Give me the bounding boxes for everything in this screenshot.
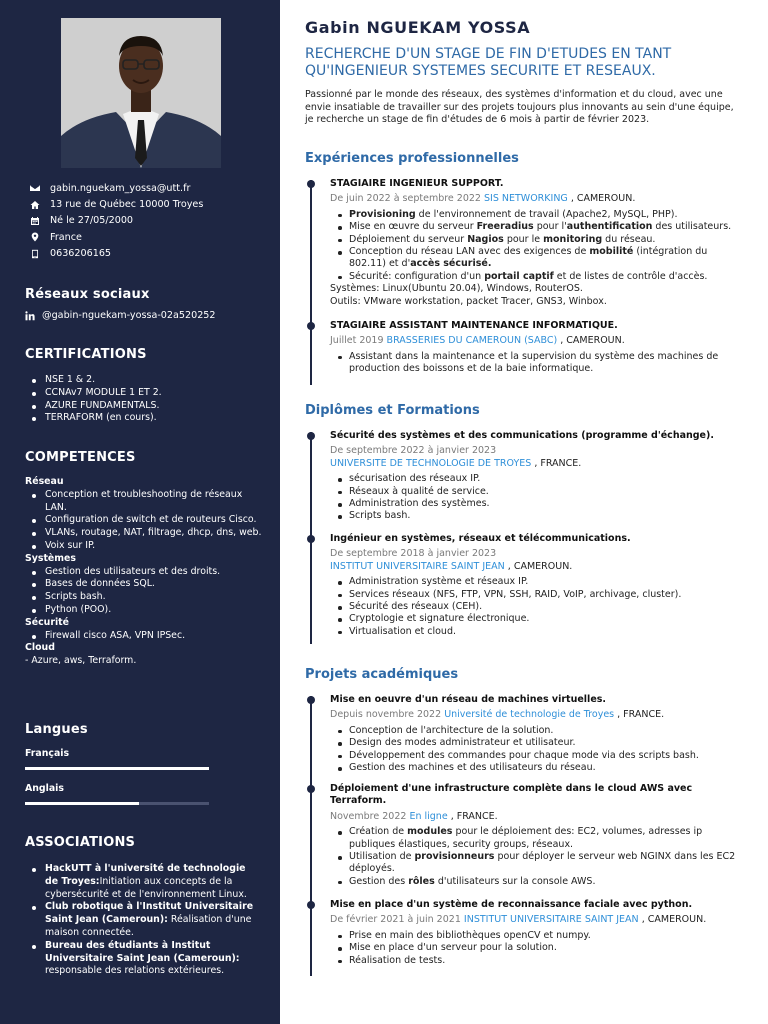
timeline-dot [307, 432, 315, 440]
candidate-name [305, 18, 530, 37]
skill-category-cloud: Cloud [25, 642, 55, 654]
list-item: Configuration de switch et de routeurs Cisco. [25, 514, 265, 527]
entry-dates: De juin 2022 à septembre 2022 [330, 193, 481, 205]
list-item: CCNAv7 MODULE 1 ET 2. [25, 387, 265, 400]
timeline-dot [307, 696, 315, 704]
language-level-bar-francais [25, 767, 209, 770]
entry-note: Outils: VMware workstation, packet Tracer, GNS3, Winbox. [330, 295, 607, 307]
association-name: Club robotique à l'Institut Universitaire Saint Jean (Cameroun): [45, 901, 254, 926]
entry-country: , CAMEROUN. [560, 335, 625, 347]
entry-title: Ingénieur en systèmes, réseaux et télécommunications. [330, 533, 631, 544]
text-bold: monitoring [543, 233, 603, 245]
list-item [25, 940, 260, 978]
entry-meta [330, 709, 745, 721]
birthdate-text: Né le 27/05/2000 [50, 215, 134, 227]
entry-country: , FRANCE. [617, 709, 665, 721]
certifications-heading: CERTIFICATIONS [25, 347, 147, 362]
envelope-icon [30, 183, 40, 193]
list-item: Bases de données SQL. [25, 578, 265, 591]
list-item: Réalisation de tests. [330, 955, 745, 967]
list-item: Mise en place d'un serveur pour la solution. [330, 942, 745, 954]
text-bold: rôles [408, 875, 435, 887]
text: d'utilisateurs sur la console AWS. [434, 875, 596, 887]
entry-bullets [330, 209, 745, 283]
linkedin-icon [25, 311, 35, 321]
education-entry [330, 533, 745, 638]
entry-dates: De février 2021 à juin 2021 [330, 914, 461, 926]
text: Gestion des [349, 875, 409, 887]
text-bold: Provisioning [349, 208, 416, 220]
list-item [330, 209, 745, 221]
entry-title: Déploiement d'une infrastructure complète dans le cloud AWS avec Terraform. [330, 783, 693, 807]
project-entry [330, 783, 745, 888]
text: du réseau. [602, 233, 656, 245]
entry-title: Mise en place d'un système de reconnaissance faciale avec python. [330, 899, 693, 910]
list-item: Gestion des machines et des utilisateurs du réseau. [330, 762, 745, 774]
entry-bullets [330, 351, 745, 376]
entry-meta [330, 914, 745, 926]
text-bold: authentification [566, 221, 653, 233]
association-desc: responsable des relations extérieures. [45, 965, 225, 977]
text-bold: Freeradius [476, 221, 534, 233]
entry-bullets [330, 930, 745, 967]
list-item: Scripts bash. [25, 591, 265, 604]
list-item [330, 221, 745, 233]
text-bold: provisionneurs [414, 851, 495, 863]
timeline-dot [307, 180, 315, 188]
list-item: Scripts bash. [330, 510, 745, 522]
contact-country [30, 229, 203, 245]
project-entry [330, 899, 745, 967]
list-item: NSE 1 & 2. [25, 374, 265, 387]
entry-title: Mise en oeuvre d'un réseau de machines virtuelles. [330, 694, 607, 705]
association-name: HackUTT à l'université de technologie de Troyes: [45, 863, 246, 887]
skills-securite-list [25, 630, 265, 643]
entry-bullets [330, 826, 745, 888]
text: et de listes de contrôle d'accès. [553, 270, 708, 282]
entry-country: , FRANCE. [534, 457, 582, 469]
text: pour l' [533, 221, 567, 233]
list-item: Gestion des utilisateurs et des droits. [25, 566, 265, 579]
timeline-dot [307, 535, 315, 543]
association-desc: Initiation aux concepts de la cybersécurité et de l'environnement Linux. [45, 875, 247, 900]
list-item: Design des modes administrateur et utilisateur. [330, 737, 745, 749]
timeline-dot [307, 785, 315, 793]
entry-org[interactable]: En ligne [409, 810, 448, 822]
entry-dates: Juillet 2019 [330, 335, 384, 347]
entry-title: STAGIAIRE INGENIEUR SUPPORT. [330, 178, 504, 189]
list-item: sécurisation des réseaux IP. [330, 473, 745, 485]
contact-birthdate [30, 213, 203, 229]
entry-note: Systèmes: Linux(Ubuntu 20.04), Windows, RouterOS. [330, 283, 583, 295]
entry-meta [330, 193, 745, 205]
entry-dates: De septembre 2018 à janvier 2023 [330, 548, 497, 560]
home-icon [30, 200, 40, 210]
text: Sécurité: configuration d'un [349, 270, 485, 282]
associations-heading: ASSOCIATIONS [25, 835, 136, 850]
list-item: Voix sur IP. [25, 540, 265, 553]
entry-title: STAGIAIRE ASSISTANT MAINTENANCE INFORMATIQUE. [330, 320, 618, 331]
text: (intégration du 802.11) et d' [349, 246, 708, 270]
text: pour le déploiement des: EC2, volumes, adresses ip publiques élastiques, security groups, réseaux. [349, 826, 703, 850]
entry-meta [330, 548, 745, 573]
list-item: Sécurité des réseaux (CEH). [330, 601, 745, 613]
list-item [330, 234, 745, 246]
text: pour déployer le serveur web NGINX dans les EC2 déployés. [349, 851, 736, 875]
list-item: Prise en main des bibliothèques openCV et numpy. [330, 930, 745, 942]
text-bold: accès sécurisé. [410, 258, 492, 270]
contact-email[interactable] [30, 180, 203, 196]
text: Mise en œuvre du serveur [349, 221, 477, 233]
list-item: Conception de l'architecture de la solution. [330, 725, 745, 737]
list-item [330, 851, 745, 876]
entry-org[interactable]: INSTITUT UNIVERSITAIRE SAINT JEAN [463, 914, 639, 926]
list-item: Python (POO). [25, 604, 265, 617]
entry-meta [330, 335, 745, 347]
certifications-list [25, 374, 265, 425]
entry-bullets [330, 473, 745, 523]
experience-entry [330, 178, 745, 308]
skills-systemes-list [25, 566, 265, 617]
skill-category-systemes: Systèmes [25, 552, 76, 564]
education-entry [330, 430, 745, 523]
list-item: Assistant dans la maintenance et la supervision du système des machines de production des boissons et de la baie informatique. [330, 351, 745, 376]
list-item: TERRAFORM (en cours). [25, 412, 265, 425]
timeline-dot [307, 322, 315, 330]
entry-org[interactable]: BRASSERIES DU CAMEROUN (SABC) [386, 335, 558, 347]
list-item: Administration système et réseaux IP. [330, 576, 745, 588]
entry-country: , CAMEROUN. [507, 560, 573, 572]
text: Déploiement du serveur [349, 233, 468, 245]
experience-entry [330, 320, 745, 376]
contact-address [30, 196, 203, 212]
phone-text: 0636206165 [50, 248, 112, 260]
langues-heading: Langues [25, 722, 88, 737]
associations-list [25, 863, 260, 978]
location-pin-icon [30, 232, 40, 242]
last-name: NGUEKAM YOSSA [366, 18, 531, 37]
competences-heading: COMPETENCES [25, 450, 136, 465]
entry-meta [330, 811, 745, 823]
projets-heading: Projets académiques [305, 667, 459, 682]
entry-country: , CAMEROUN. [570, 193, 636, 205]
text: des utilisateurs. [652, 221, 732, 233]
list-item: Développement des commandes pour chaque mode via des scripts bash. [330, 750, 745, 762]
first-name: Gabin [305, 18, 361, 37]
entry-org[interactable]: SIS NETWORKING [484, 193, 568, 205]
text-bold: portail captif [484, 270, 554, 282]
linkedin-handle: @gabin-nguekam-yossa-02a520252 [42, 310, 216, 321]
timeline-dot [307, 901, 315, 909]
skills-reseau-list [25, 489, 265, 553]
list-item: Administration des systèmes. [330, 498, 745, 510]
timeline-line [310, 180, 312, 385]
list-item: Virtualisation et cloud. [330, 626, 745, 638]
text: Création de [349, 826, 408, 838]
list-item: VLANs, routage, NAT, filtrage, dhcp, dns, web. [25, 527, 265, 540]
entry-title: Sécurité des systèmes et des communications (programme d'échange). [330, 430, 714, 441]
language-name-francais: Français [25, 748, 70, 759]
list-item [330, 271, 745, 283]
text-bold: Nagios [467, 233, 504, 245]
list-item [25, 901, 260, 939]
association-name: Bureau des étudiants à Institut Universitaire Saint Jean (Cameroun): [45, 939, 240, 964]
entry-country: , FRANCE. [450, 810, 498, 822]
text-bold: mobilité [589, 246, 634, 258]
language-level-bar-anglais [25, 802, 209, 805]
sidebar [0, 0, 280, 1024]
entry-dates: Depuis novembre 2022 [330, 709, 442, 721]
entry-bullets [330, 725, 745, 775]
list-item: Réseaux à qualité de service. [330, 486, 745, 498]
experiences-heading: Expériences professionnelles [305, 151, 519, 166]
calendar-icon [30, 216, 40, 226]
text: pour le [503, 233, 544, 245]
entry-dates: De septembre 2022 à janvier 2023 [330, 445, 497, 457]
timeline-line [310, 696, 312, 976]
list-item [330, 246, 745, 271]
objective-title: RECHERCHE D'UN STAGE DE FIN D'ETUDES EN TANT QU'INGENIEUR SYSTEMES SECURITE ET RESEAUX. [305, 46, 672, 79]
contact-phone[interactable] [30, 246, 203, 262]
text: Utilisation de [349, 851, 415, 863]
list-item: Cryptologie et signature électronique. [330, 613, 745, 625]
diplomes-heading: Diplômes et Formations [305, 403, 480, 418]
language-level-fill [25, 802, 139, 805]
list-item [330, 826, 745, 851]
entry-country: , CAMEROUN. [641, 914, 707, 926]
language-level-fill [25, 767, 209, 770]
social-heading: Réseaux sociaux [25, 287, 150, 302]
list-item [25, 863, 260, 901]
contact-list [30, 180, 203, 262]
email-text: gabin.nguekam_yossa@utt.fr [50, 182, 191, 194]
phone-icon [30, 249, 40, 259]
entry-org[interactable]: INSTITUT UNIVERSITAIRE SAINT JEAN [330, 560, 505, 572]
language-name-anglais: Anglais [25, 783, 64, 794]
list-item: AZURE FUNDAMENTALS. [25, 400, 265, 413]
country-text: France [50, 231, 82, 243]
list-item: Firewall cisco ASA, VPN IPSec. [25, 630, 265, 643]
list-item: Services réseaux (NFS, FTP, VPN, SSH, RAID, VoIP, archivage, cluster). [330, 589, 745, 601]
text: Conception du réseau LAN avec des exigences de [349, 246, 590, 258]
entry-org[interactable]: UNIVERSITE DE TECHNOLOGIE DE TROYES [330, 457, 532, 469]
profile-photo [61, 18, 221, 168]
address-text: 13 rue de Québec 10000 Troyes [50, 199, 204, 211]
entry-org[interactable]: Université de technologie de Troyes [444, 709, 615, 721]
entry-dates: Novembre 2022 [330, 810, 407, 822]
association-desc: Réalisation d'une maison connectée. [45, 914, 252, 938]
text: de l'environnement de travail (Apache2, MySQL, PHP). [415, 208, 678, 220]
skills-cloud-text: - Azure, aws, Terraform. [25, 655, 137, 667]
entry-bullets [330, 576, 745, 638]
text-bold: modules [407, 826, 453, 838]
profile-summary: Passionné par le monde des réseaux, des systèmes d'information et du cloud, avec une envie insatiable de travailler sur des projets toujours plus innovants au sein d'une équipe, je recherche un stage de fin d'études de 6 mois à partir de février 2023. [305, 89, 734, 125]
entry-meta [330, 445, 745, 470]
project-entry [330, 694, 745, 774]
list-item [330, 876, 745, 888]
competences-block [25, 476, 265, 668]
linkedin-link[interactable] [25, 310, 216, 321]
skill-category-reseau: Réseau [25, 476, 64, 487]
list-item: Conception et troubleshooting de réseaux LAN. [25, 489, 265, 515]
skill-category-securite: Sécurité [25, 616, 70, 628]
